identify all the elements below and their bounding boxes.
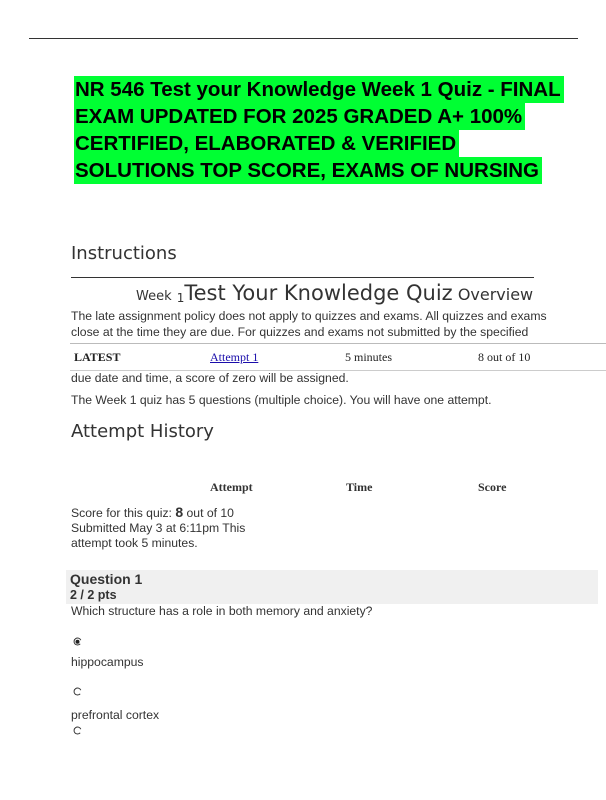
answer-option: hippocampus bbox=[71, 655, 144, 669]
attempt-history-heading: Attempt History bbox=[71, 421, 214, 442]
duration-text: attempt took 5 minutes. bbox=[71, 536, 198, 550]
radio-selected-icon[interactable] bbox=[73, 637, 82, 646]
quiz-title-main: Test Your Knowledge Quiz bbox=[184, 281, 453, 305]
instructions-heading: Instructions bbox=[71, 243, 177, 264]
top-divider bbox=[29, 38, 578, 39]
col-time-header: Time bbox=[346, 480, 373, 494]
latest-label: LATEST bbox=[74, 350, 121, 364]
policy-text-continued: due date and time, a score of zero will be assigned. bbox=[71, 371, 349, 385]
attempt-score: 8 out of 10 bbox=[478, 350, 531, 364]
radio-unselected-icon[interactable] bbox=[73, 687, 82, 696]
document-title bbox=[74, 76, 604, 184]
quiz-title bbox=[136, 281, 533, 305]
quiz-info: The Week 1 quiz has 5 questions (multiple choice). You will have one attempt. bbox=[71, 393, 492, 407]
title-line-2: EXAM UPDATED FOR 2025 GRADED A+ 100% bbox=[74, 103, 525, 130]
attempt-link[interactable]: Attempt 1 bbox=[210, 350, 259, 364]
question-title: Question 1 bbox=[70, 571, 143, 587]
score-prefix: Score for this quiz: bbox=[71, 506, 172, 520]
latest-attempt-row bbox=[70, 343, 606, 371]
instructions-divider bbox=[71, 277, 534, 278]
score-summary bbox=[71, 505, 271, 551]
question-points: 2 / 2 pts bbox=[70, 588, 117, 602]
answer-option: prefrontal cortex bbox=[71, 708, 160, 722]
title-line-4: SOLUTIONS TOP SCORE, EXAMS OF NURSING bbox=[74, 157, 542, 184]
question-header bbox=[66, 570, 598, 604]
title-line-3: CERTIFIED, ELABORATED & VERIFIED bbox=[74, 130, 459, 157]
title-line-1: NR 546 Test your Knowledge Week 1 Quiz - FINAL bbox=[74, 76, 564, 103]
quiz-title-week: Week bbox=[136, 289, 172, 304]
quiz-title-week-number: 1 bbox=[176, 291, 185, 305]
question-text: Which structure has a role in both memory and anxiety? bbox=[71, 604, 373, 618]
attempt-time: 5 minutes bbox=[345, 350, 392, 364]
score-suffix: out of 10 bbox=[186, 506, 234, 520]
submitted-text: Submitted May 3 at 6:11pm This bbox=[71, 521, 246, 535]
quiz-title-overview: Overview bbox=[457, 285, 534, 304]
col-score-header: Score bbox=[478, 480, 507, 494]
col-attempt-header: Attempt bbox=[210, 480, 253, 494]
radio-unselected-icon[interactable] bbox=[73, 726, 82, 735]
score-value: 8 bbox=[175, 504, 184, 520]
policy-text: The late assignment policy does not apply to quizzes and exams. All quizzes and exams close at the time they are due. For quizzes and exams not submitted by the specified bbox=[71, 309, 547, 339]
